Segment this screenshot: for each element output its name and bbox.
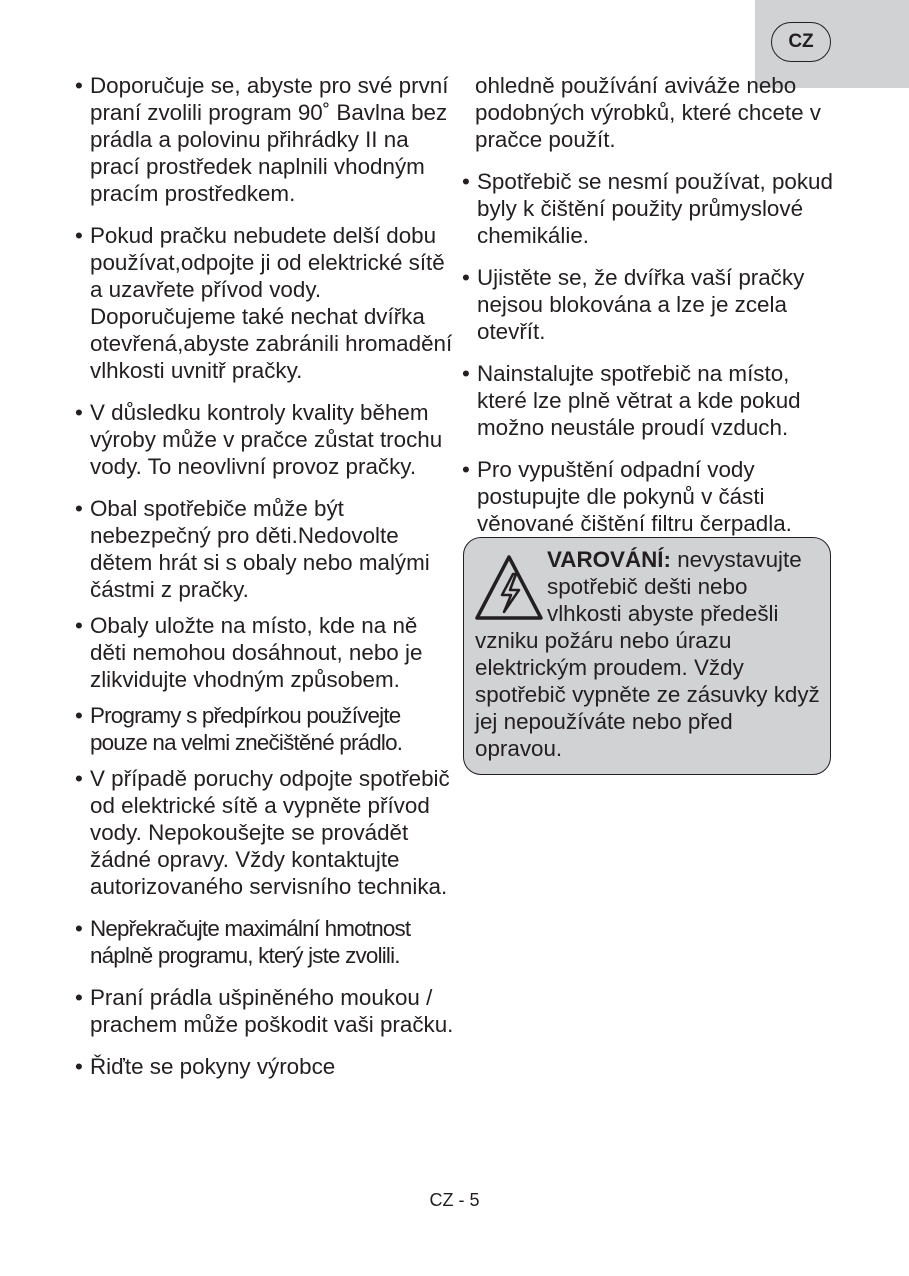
electric-hazard-icon <box>473 552 545 624</box>
warning-title: VAROVÁNÍ: <box>547 547 671 572</box>
page-number: CZ - 5 <box>429 1190 480 1210</box>
list-item: • V důsledku kontroly kvality během výroby může v pračce zůstat trochu vody. To neovlivní provoz pračky. <box>75 400 443 479</box>
list-item: • Pokud pračku nebudete delší dobu používat,odpojte ji od elektrické sítě a uzavřete přívod vody. Doporučujeme také nechat dvířka otevřená,abyste zabránili hromadění vlhkosti uvnitř pračky. <box>75 223 453 383</box>
left-column <box>75 72 455 1095</box>
list-item: • Spotřebič se nesmí používat, pokud byly k čištění použity průmyslové chemikálie. <box>462 169 833 248</box>
right-column <box>462 72 842 552</box>
warning-text: nevystavujte spotřebič dešti nebo vlhkosti abyste předešli vzniku požáru nebo úrazu elektrickým proudem. Vždy spotřebič vypněte ze zásuvky když jej nepoužíváte nebo před opravou. <box>475 547 820 761</box>
list-item: • Ujistěte se, že dvířka vaší pračky nejsou blokována a lze je zcela otevřít. <box>462 265 805 344</box>
list-item: • Řiďte se pokyny výrobce <box>75 1054 336 1079</box>
list-item: • Programy s předpírkou používejte pouze na velmi znečištěné prádlo. <box>75 703 403 755</box>
list-item: • Praní prádla ušpiněného moukou / prachem může poškodit vaši pračku. <box>75 985 454 1037</box>
list-item: • Obaly uložte na místo, kde na ně děti nemohou dosáhnout, nebo je zlikvidujte vhodným způsobem. <box>75 613 423 692</box>
language-badge: CZ <box>771 22 831 62</box>
list-item: • Doporučuje se, abyste pro své první praní zvolili program 90˚ Bavlna bez prádla a polovinu přihrádky II na prací prostředek naplnili vhodným pracím prostředkem. <box>75 73 449 206</box>
list-item: • Obal spotřebiče může být nebezpečný pro děti.Nedovolte dětem hrát si s obaly nebo malými částmi z pračky. <box>75 496 430 602</box>
list-item: • Nepřekračujte maximální hmotnost náplně programu, který jste zvolili. <box>75 916 411 968</box>
list-item: • V případě poruchy odpojte spotřebič od elektrické sítě a vypněte přívod vody. Nepokoušejte se provádět žádné opravy. Vždy kontaktujte autorizovaného servisního technika. <box>75 766 450 899</box>
list-item-continuation: ohledně používání aviváže nebo podobných výrobků, které chcete v pračce použít. <box>475 73 822 152</box>
list-item: • Nainstalujte spotřebič na místo, které lze plně větrat a kde pokud možno neustále proudí vzduch. <box>462 361 801 440</box>
list-item: • Pro vypuštění odpadní vody postupujte dle pokynů v části věnované čištění filtru čerpadla. <box>462 457 792 536</box>
warning-box <box>463 537 831 775</box>
